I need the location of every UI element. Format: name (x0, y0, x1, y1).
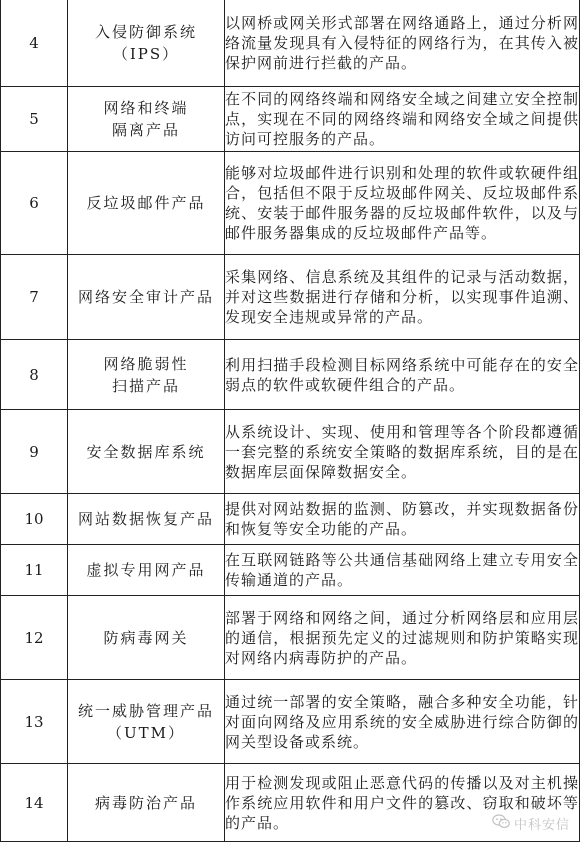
row-number: 8 (1, 340, 68, 410)
product-name-line: 虚拟专用网产品 (86, 561, 206, 579)
product-name (68, 255, 225, 340)
product-name (68, 545, 225, 596)
row-number: 6 (1, 152, 68, 255)
product-description: 能够对垃圾邮件进行识别和处理的软件或软硬件组合，包括但不限于反垃圾邮件网关、反垃圾邮件系统、安装于邮件服务器的反垃圾邮件软件，以及与邮件服务器集成的反垃圾邮件产品等。 (225, 152, 580, 255)
product-name-line: 安全数据库系统 (86, 442, 206, 461)
product-name (68, 410, 225, 494)
product-name-line: 网络和终端 (103, 99, 189, 117)
table-row (1, 0, 580, 87)
product-name (68, 0, 225, 87)
product-name (68, 152, 225, 255)
table-row (1, 680, 580, 764)
product-name (68, 596, 225, 680)
row-number: 14 (1, 764, 68, 842)
product-description: 从系统设计、实现、使用和管理等各个阶段都遵循一套完整的系统安全策略的数据库系统，目的是在数据库层面保障数据安全。 (225, 410, 580, 494)
row-number: 11 (1, 545, 68, 596)
table-row (1, 494, 580, 545)
product-name-line: 网络安全审计产品 (77, 288, 214, 306)
product-description: 以网桥或网关形式部署在网络通路上，通过分析网络流量发现具有入侵特征的网络行为，在其传入被保护网前进行拦截的产品。 (225, 0, 580, 87)
table-row (1, 152, 580, 255)
table-row (1, 596, 580, 680)
table-row (1, 545, 580, 596)
product-description: 用于检测发现或阻止恶意代码的传播以及对主机操作系统应用软件和用户文件的篡改、窃取和破坏等的产品。 (225, 764, 580, 842)
product-name-line: 病毒防治产品 (94, 793, 197, 812)
product-name-line: （IPS） (112, 44, 180, 63)
row-number: 4 (1, 0, 68, 87)
product-name (68, 340, 225, 410)
row-number: 5 (1, 87, 68, 152)
watermark (492, 814, 570, 833)
row-number: 12 (1, 596, 68, 680)
product-name-line: 防病毒网关 (103, 628, 189, 647)
product-name-line: 反垃圾邮件产品 (86, 194, 206, 212)
product-table-body (1, 0, 580, 842)
product-name (68, 87, 225, 152)
product-description: 提供对网站数据的监测、防篡改，并实现数据备份和恢复等安全功能的产品。 (225, 494, 580, 545)
watermark-text: 中科安信 (513, 818, 570, 833)
table-row (1, 340, 580, 410)
row-number: 9 (1, 410, 68, 494)
product-name-line: 入侵防御系统 (94, 22, 197, 41)
product-name (68, 494, 225, 545)
product-description: 在互联网链路等公共通信基础网络上建立专用安全传输通道的产品。 (225, 545, 580, 596)
product-name-line: 隔离产品 (111, 121, 180, 139)
product-name-line: （UTM） (106, 723, 185, 742)
product-description: 在不同的网络终端和网络安全域之间建立安全控制点，实现在不同的网络终端和网络安全域之间提供访问可控服务的产品。 (225, 87, 580, 152)
product-description: 部署于网络和网络之间，通过分析网络层和应用层的通信，根据预先定义的过滤规则和防护策略实现对网络内病毒防护的产品。 (225, 596, 580, 680)
product-name (68, 764, 225, 842)
row-number: 13 (1, 680, 68, 764)
table-row (1, 410, 580, 494)
product-name (68, 680, 225, 764)
product-description: 采集网络、信息系统及其组件的记录与活动数据，并对这些数据进行存储和分析，以实现事件追溯、发现安全违规或异常的产品。 (225, 255, 580, 340)
table-row (1, 87, 580, 152)
product-name-line: 网络脆弱性 (103, 354, 189, 373)
row-number: 7 (1, 255, 68, 340)
wechat-icon (492, 814, 510, 833)
product-description: 利用扫描手段检测目标网络系统中可能存在的安全弱点的软件或软硬件组合的产品。 (225, 340, 580, 410)
table-row (1, 255, 580, 340)
product-name-line: 统一威胁管理产品 (77, 701, 214, 720)
product-description: 通过统一部署的安全策略，融合多种安全功能，针对面向网络及应用系统的安全威胁进行综合防御的网关型设备或系统。 (225, 680, 580, 764)
product-name-line: 网站数据恢复产品 (77, 510, 214, 528)
row-number: 10 (1, 494, 68, 545)
product-name-line: 扫描产品 (111, 376, 180, 395)
